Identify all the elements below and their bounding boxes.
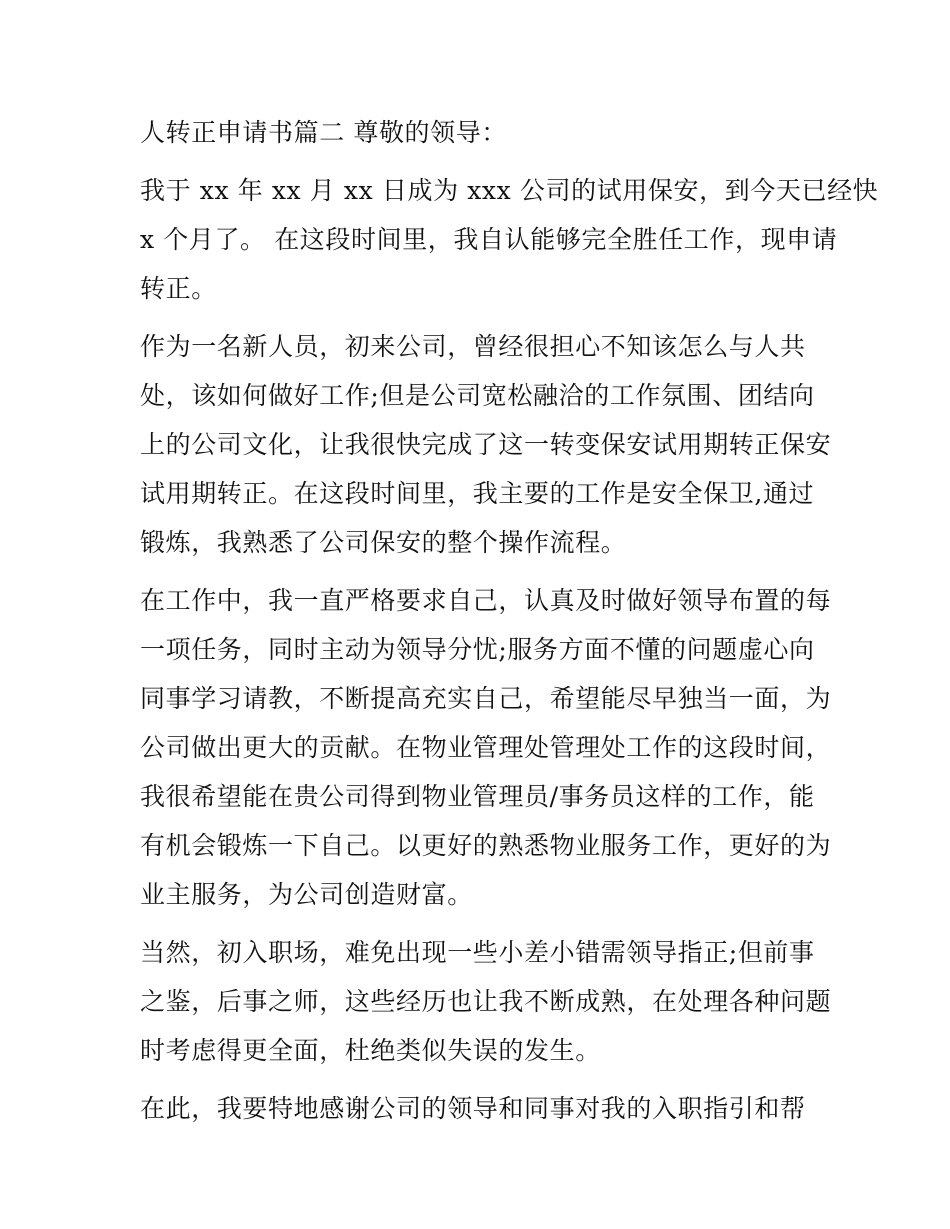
document-body — [140, 108, 879, 1142]
paragraph — [140, 166, 879, 313]
paragraph — [140, 1084, 820, 1133]
paragraph — [140, 322, 832, 567]
heading-paragraph — [140, 108, 820, 157]
text-line: x 个月了。 在这段时间里，我自认能够完全胜任工作，现申请 — [140, 225, 838, 254]
text-line: 锻炼，我熟悉了公司保安的整个操作流程。 — [140, 528, 627, 557]
text-line: 试用期转正。在这段时间里，我主要的工作是安全保卫,通过 — [140, 479, 815, 508]
text-line: 上的公司文化，让我很快完成了这一转变保安试用期转正保安 — [140, 430, 832, 459]
text-line: 我于 xx 年 xx 月 xx 日成为 xxx 公司的试用保安，到今天已经快 — [140, 176, 879, 205]
text-line: 在此，我要特地感谢公司的领导和同事对我的入职指引和帮 — [140, 1094, 806, 1123]
text-line: 一项任务，同时主动为领导分忧;服务方面不懂的问题虚心向 — [140, 635, 815, 664]
text-line: 转正。 — [140, 274, 217, 303]
paragraph — [140, 928, 832, 1075]
text-line: 公司做出更大的贡献。在物业管理处管理处工作的这段时间， — [140, 733, 832, 762]
text-line: 之鉴，后事之师，这些经历也让我不断成熟，在处理各种问题 — [140, 987, 832, 1016]
text-line: 作为一名新人员，初来公司，曾经很担心不知该怎么与人共 — [140, 332, 806, 361]
text-line: 我很希望能在贵公司得到物业管理员/事务员这样的工作，能 — [140, 782, 815, 811]
text-line: 业主服务，为公司创造财富。 — [140, 880, 473, 909]
text-line: 人转正申请书篇二 尊敬的领导： — [140, 118, 507, 147]
text-line: 在工作中，我一直严格要求自己，认真及时做好领导布置的每 — [140, 586, 832, 615]
text-line: 时考虑得更全面，杜绝类似失误的发生。 — [140, 1036, 601, 1065]
text-line: 当然，初入职场，难免出现一些小差小错需领导指正;但前事 — [140, 938, 815, 967]
text-line: 有机会锻炼一下自己。以更好的熟悉物业服务工作，更好的为 — [140, 831, 832, 860]
text-line: 处，该如何做好工作;但是公司宽松融洽的工作氛围、团结向 — [140, 381, 815, 410]
text-line: 同事学习请教，不断提高充实自己，希望能尽早独当一面，为 — [140, 684, 832, 713]
paragraph — [140, 576, 832, 919]
